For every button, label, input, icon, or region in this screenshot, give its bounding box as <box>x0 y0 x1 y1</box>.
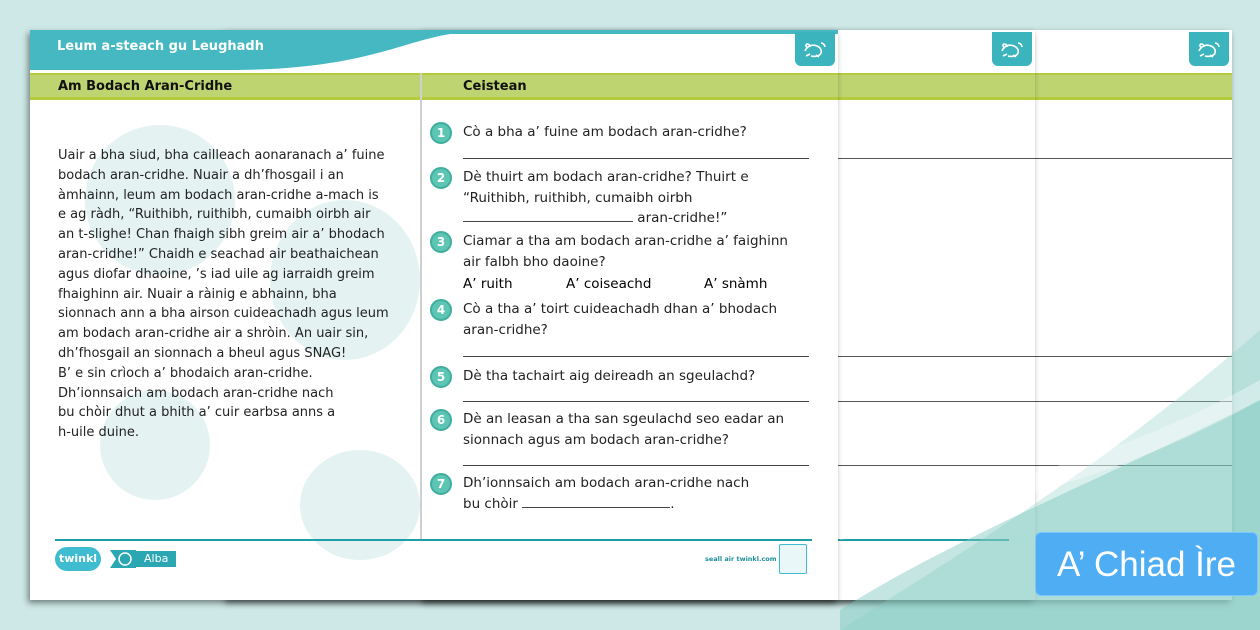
question-text: air falbh bho daoine? <box>463 253 606 270</box>
answer-line[interactable] <box>463 158 809 159</box>
story-line: h-uile duine. <box>58 425 139 441</box>
alba-logo <box>110 550 176 568</box>
question-7 <box>436 473 821 514</box>
frog-icon <box>992 32 1032 66</box>
story-text <box>58 146 410 443</box>
question-number: 7 <box>430 473 452 495</box>
lily-pad-decoration <box>300 450 420 560</box>
question-4 <box>436 299 821 340</box>
answer-line[interactable] <box>463 356 809 357</box>
question-text: “Ruithibh, ruithibh, cumaibh oirbh <box>463 189 693 206</box>
question-text: Ciamar a tha am bodach aran-cridhe a’ faighinn <box>463 233 788 249</box>
story-line: bu chòir dhut a bhith a’ cuir earbsa anns a <box>58 405 336 421</box>
story-line: B’ e sin crìoch a’ bhodaich aran-cridhe. <box>58 365 313 381</box>
story-line: bodach aran-cridhe. Nuair a dh’fhosgail i an <box>58 167 344 183</box>
twinkl-logo: twinkl <box>55 547 101 571</box>
option-coiseachd[interactable]: A’ coiseachd <box>566 276 652 292</box>
question-1 <box>436 122 821 143</box>
story-line: e ag ràdh, “Ruithibh, ruithibh, cumaibh oirbh air <box>58 207 371 223</box>
question-text: bu chòir <box>463 495 518 512</box>
story-line: agus diofar dhaoine, ’s iad uile ag iarraidh greim <box>58 266 375 282</box>
story-line: am bodach aran-cridhe air a shròin. An uair sin, <box>58 326 369 342</box>
question-text: sionnach agus am bodach aran-cridhe? <box>463 431 729 448</box>
website-link[interactable]: seall air twinkl.com <box>705 555 777 563</box>
question-5 <box>436 366 821 387</box>
question-3 <box>436 231 821 272</box>
questions-heading: Ceistean <box>463 79 527 94</box>
question-text: Dè an leasan a tha san sgeulachd seo eadar an <box>463 411 785 427</box>
question-number: 1 <box>430 122 452 144</box>
section-bar <box>30 73 838 100</box>
answer-blank[interactable] <box>522 496 670 508</box>
question-text: Dh’ionnsaich am bodach aran-cridhe nach <box>463 475 750 491</box>
alba-label: Alba <box>136 551 176 567</box>
level-badge: A’ Chiad Ìre <box>1035 532 1258 596</box>
alba-emblem-icon <box>110 550 136 568</box>
story-line: an t-slighe! Chan fhaigh sibh greim air a’ bhodach <box>58 227 385 243</box>
question-text: aran-cridhe? <box>463 321 548 338</box>
question-2 <box>436 167 821 229</box>
frog-icon <box>795 32 835 66</box>
question-number: 3 <box>430 231 452 253</box>
question-number: 2 <box>430 167 452 189</box>
question-text: Cò a tha a’ toirt cuideachadh dhan a’ bhodach <box>463 301 778 317</box>
question-text: Dè tha tachairt aig deireadh an sgeulachd? <box>463 368 756 384</box>
question-number: 6 <box>430 409 452 431</box>
question-text: . <box>670 495 675 512</box>
frog-icon <box>1189 32 1229 66</box>
option-snamh[interactable]: A’ snàmh <box>704 276 768 292</box>
worksheet-title: Leum a-steach gu Leughadh <box>57 39 264 54</box>
question-text: Dè thuirt am bodach aran-cridhe? Thuirt e <box>463 169 749 185</box>
story-line: àmhainn, leum am bodach aran-cridhe a-mach is <box>58 187 379 203</box>
story-line: Uair a bha siud, bha cailleach aonaranach a’ fuine <box>58 148 385 163</box>
question-number: 5 <box>430 366 452 388</box>
column-divider <box>420 73 422 540</box>
answer-options <box>463 276 823 292</box>
question-number: 4 <box>430 299 452 321</box>
answer-line[interactable] <box>463 465 809 466</box>
story-line: sionnach ann a bha airson cuideachadh agus leum <box>58 306 389 322</box>
question-text: Cò a bha a’ fuine am bodach aran-cridhe? <box>463 124 747 140</box>
footer-line <box>55 539 812 541</box>
answer-blank[interactable] <box>463 210 633 222</box>
story-line: fhaighinn air. Nuair a ràinig e abhainn, bha <box>58 286 337 302</box>
question-6 <box>436 409 821 450</box>
story-line: dh’fhosgail an sionnach a bheul agus SNAG! <box>58 345 347 361</box>
question-text: aran-cridhe!” <box>637 210 728 226</box>
option-ruith[interactable]: A’ ruith <box>463 276 513 292</box>
story-line: Dh’ionnsaich am bodach aran-cridhe nach <box>58 385 334 401</box>
quality-seal-icon <box>779 544 807 574</box>
answer-line[interactable] <box>463 401 809 402</box>
story-heading: Am Bodach Aran-Cridhe <box>58 79 233 94</box>
story-line: aran-cridhe!” Chaidh e seachad air beathaichean <box>58 246 379 262</box>
worksheet-page <box>30 30 838 600</box>
